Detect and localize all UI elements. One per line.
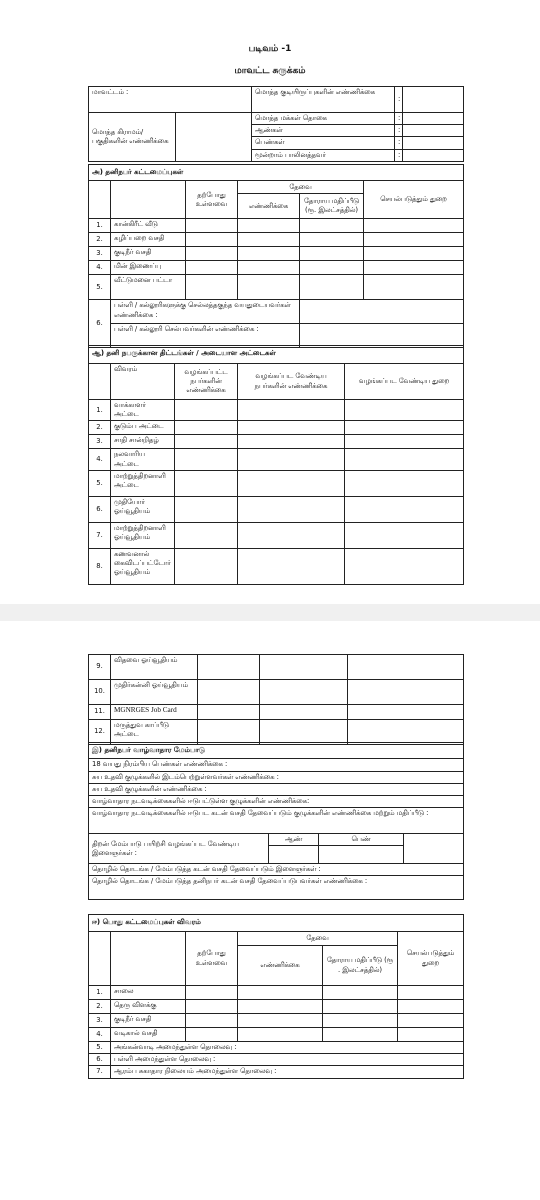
- section-d-title: ஈ) பொது கட்டமைப்புகள் விவரம்: [89, 915, 464, 932]
- table-row: 6. பள்ளி அமைந்துள்ள தொலைவு :: [89, 1054, 464, 1066]
- table-row: 1. சாலை: [89, 986, 464, 1000]
- table-row: 6. முதியோர் ஓய்வூதியம்: [89, 496, 464, 522]
- men-value[interactable]: [403, 125, 464, 137]
- form-page-2: [0, 621, 540, 1200]
- table-row: 8. கணவனால் கைவிடப்பட்டோர் ஓய்வூதியம்: [89, 548, 464, 584]
- table-row: 3. குடிநீர் வசதி: [89, 247, 464, 261]
- population-value[interactable]: [403, 113, 464, 125]
- form-subtitle: மாவட்ட சுருக்கம்: [234, 66, 306, 76]
- villages-label: மொத்த கிராமம்/பகுதிகளின் எண்ணிக்கை: [89, 113, 176, 162]
- table-row: 5. வீட்டுமனை பட்டா: [89, 275, 464, 300]
- section-b-title: ஆ) தனி நபருக்கான திட்டங்கள் / அடையாள அட்டைகள்: [89, 346, 464, 364]
- table-row: 1. வாக்காளர் அட்டை: [89, 400, 464, 421]
- table-row: 2. கழிப்பறை வசதி: [89, 233, 464, 247]
- table-row: 7. மாற்றுத்திறனாளி ஓய்வூதியம்: [89, 522, 464, 548]
- skill-female-value[interactable]: [319, 846, 404, 864]
- table-row: 4. நலவாரிய அட்டை: [89, 449, 464, 470]
- table-row: 2. தெரு விளக்கு: [89, 1000, 464, 1014]
- table-row: 3. சாதி சான்றிதழ்: [89, 435, 464, 449]
- transgender-value[interactable]: [403, 149, 464, 161]
- livelihood-table: இ) தனிநபர் வாழ்வாதார மேம்பாடு 18 வயது நிரம்பிய பெண்கள் எண்ணிக்கை : சுய உதவி குழுக்களில் இடம்பெற்றுள்ளவர்கள் எண்ணிக்கை : சுய உதவி குழுக்களின் எண்ணிக்கை : வாழ்வாதார நடவடிக்கைகளில் ஈடுபட்டுள்ள குழுக்களின் எண்ணிக்கை: வாழ்வாதார நடவடிக்கைகளில் ஈடுபட கடன் வசதி தேவைப்படும் குழுக்களின் எண்ணிக்கை மற்றும் மதிப்பீடு : திறன் மேம்பாடு பயிற்சி வழங்கப்பட வேண்டிய இளைஞர்கள் : ஆண் பெண் தொழில் தொடங்க / மேம்படுத்த கடன் வசதி தேவைப்படும் இளைஞர்கள் : தொழில் தொடங்க / மேம்படுத்த தனிநபர் கடன் வசதி தேவைப்படுபவர்கள் எண்ணிக்கை :: [88, 742, 464, 900]
- villages-value[interactable]: [176, 113, 252, 162]
- table-row: 3. குடிநீர் வசதி: [89, 1014, 464, 1028]
- table-row: 4. மின் இணைப்பு: [89, 261, 464, 275]
- table-row: 7. ஆரம்ப சுகாதார நிலையம் அமைந்துள்ள தொலைவு :: [89, 1066, 464, 1078]
- form-number: படிவம் -1: [248, 44, 292, 54]
- table-row: 12. மருத்துவ காப்பீடு அட்டை: [89, 720, 464, 745]
- table-row: 9. விதவை ஓய்வூதியம்: [89, 655, 464, 680]
- table-row: 5. அங்கன்வாடி அமைந்துள்ள தொலைவு :: [89, 1042, 464, 1054]
- public-infrastructure-table: ஈ) பொது கட்டமைப்புகள் விவரம் தற்போது உள்ளவை தேவை செயல்படுத்தும் துறை எண்ணிக்கை தோராய மதிப்பீடு (ரூ . இலட்சத்தில்) 1. சாலை 2. தெரு விளக்கு 3. குடிநீர் வசதி 4. வடிகால் வசதி 5. அங்கன்வாடி அமைந்துள்ள தொலைவு : 6. பள்ளி அமைந்துள்ள தொலைவு : 7. ஆரம்ப சுகாதார நிலையம் அமைந்துள்ள தொலைவு :: [88, 914, 464, 1079]
- district-summary-table: மாவட்டம் : மொத்த குடியிருப்புகளின் எண்ணிக்கை : மொத்த கிராமம்/பகுதிகளின் எண்ணிக்கை மொத்த மக்கள் தொகை : ஆண்கள் : பெண்கள் : மூன்றாம் பாலினத்தவர் :: [88, 86, 464, 162]
- table-row: 4. வடிகால் வசதி: [89, 1028, 464, 1042]
- section-a-title: அ) தனிநபர் கட்டமைப்புகள்: [89, 165, 464, 181]
- table-row: 11. MGNRGES Job Card: [89, 705, 464, 720]
- schemes-continued-table: [88, 654, 464, 745]
- table-row: 10. முதிர்கன்னி ஓய்வூதியம்: [89, 680, 464, 705]
- individual-infrastructure-table: அ) தனிநபர் கட்டமைப்புகள் தற்போது உள்ளவை தேவை செயல்படுத்தும் துறை எண்ணிக்கை தோராய மதிப்பீடு (ரூ. இலட்சத்தில்) 1. கான்கிரீட் வீடு 2. கழிப்பறை வசதி 3. குடிநீர் வசதி 4. மின் இணைப்பு 5. வீட்டுமனை பட்டா 6. பள்ளி / கல்லூரிகளுக்கு செல்லத்தகுந்த வயதுடையவர்கள் எண்ணிக்கை : பள்ளி / கல்லூரி செல்பவர்களின் எண்ணிக்கை :: [88, 164, 464, 348]
- households-label: மொத்த குடியிருப்புகளின் எண்ணிக்கை: [252, 87, 395, 113]
- table-row: 1. கான்கிரீட் வீடு: [89, 219, 464, 233]
- skill-male-value[interactable]: [269, 846, 319, 864]
- women-value[interactable]: [403, 137, 464, 149]
- table-row: 5. மாற்றுத்திறனாளி அட்டை: [89, 470, 464, 496]
- schemes-id-cards-table: ஆ) தனி நபருக்கான திட்டங்கள் / அடையாள அட்டைகள் விவரம் வழங்கப்பட்ட நபர்களின் எண்ணிக்கை வழங்கப்பட வேண்டிய நபர்களின் எண்ணிக்கை வழங்கப்பட வேண்டிய துறை 1. வாக்காளர் அட்டை 2. குடும்ப அட்டை 3. சாதி சான்றிதழ் 4. நலவாரிய அட்டை 5. மாற்றுத்திறனாளி அட்டை 6. முதியோர் ஓய்வூதியம் 7. மாற்றுத்திறனாளி ஓய்வூதியம் 8. கணவனால் கைவிடப்பட்டோர் ஓய்வூதியம்: [88, 345, 464, 585]
- district-label: மாவட்டம் :: [89, 87, 252, 113]
- households-value[interactable]: [403, 87, 464, 113]
- section-c-title: இ) தனிநபர் வாழ்வாதார மேம்பாடு: [89, 743, 464, 759]
- table-row: 2. குடும்ப அட்டை: [89, 421, 464, 435]
